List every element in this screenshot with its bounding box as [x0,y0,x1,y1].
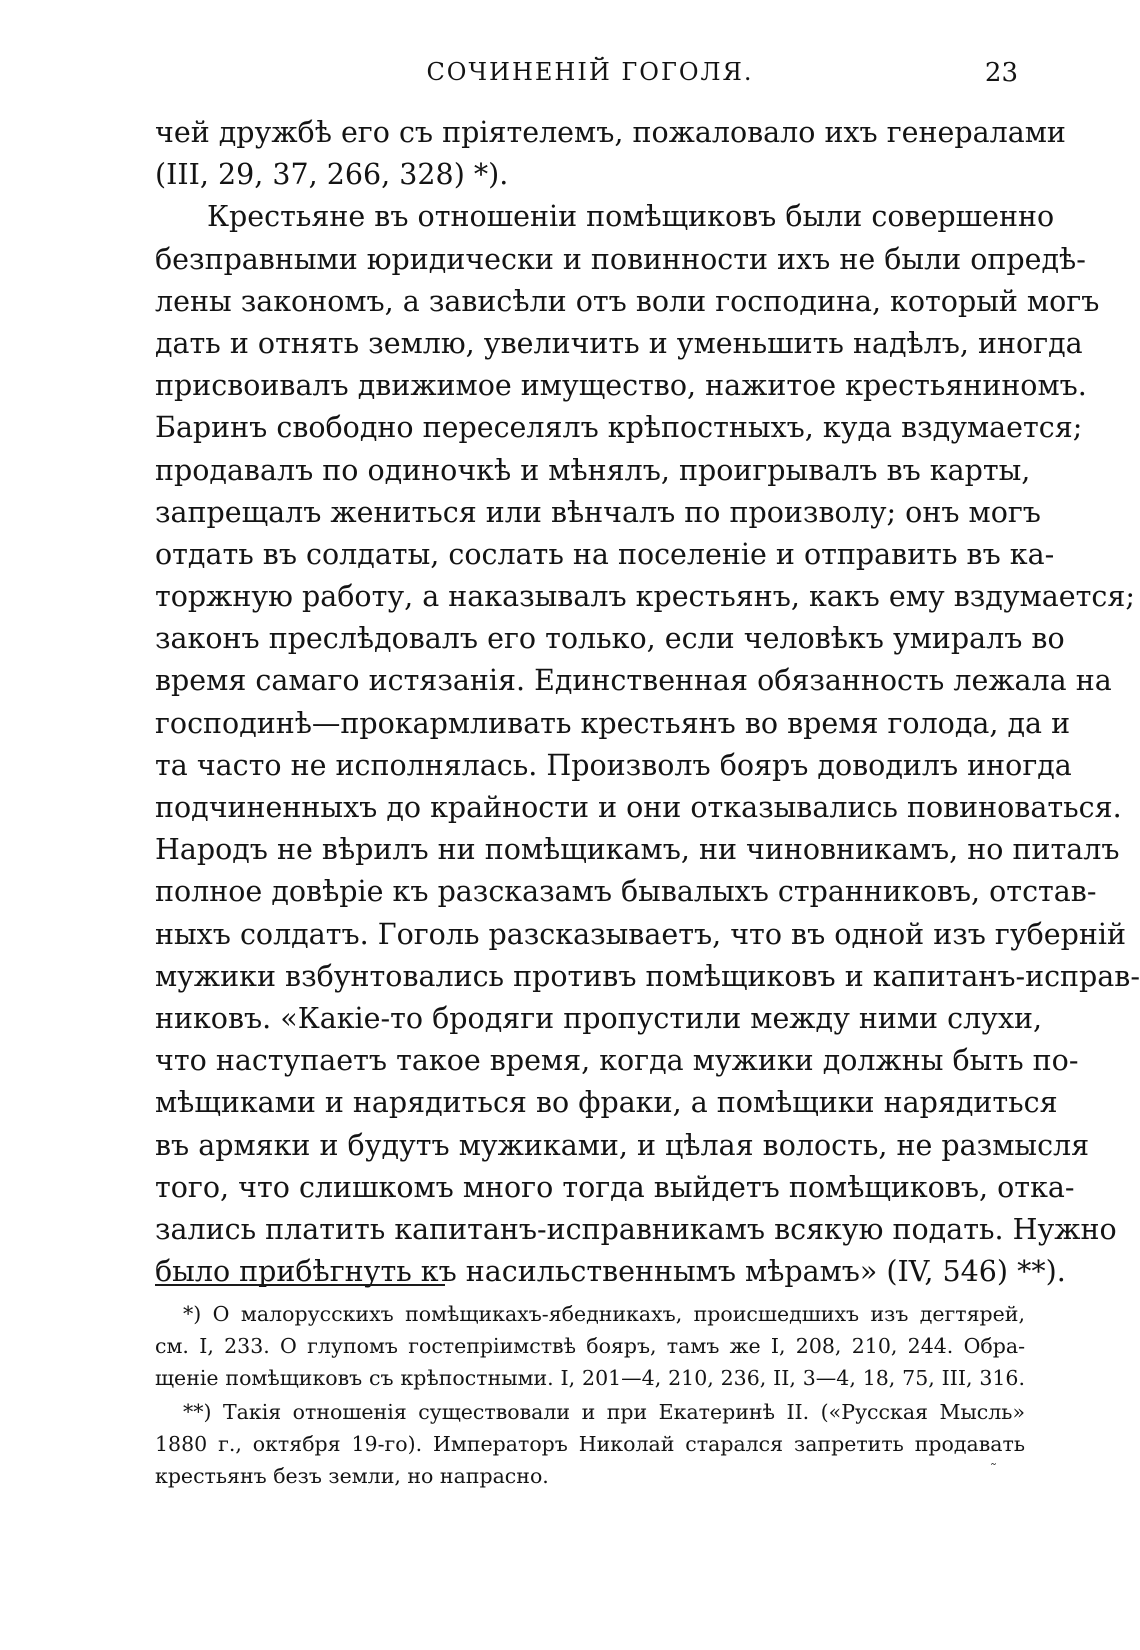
text-line: законъ преслѣдовалъ его только, если человѣкъ умиралъ во [155,622,1065,656]
footnote-rule [155,1284,445,1286]
text-line: торжную работу, а наказывалъ крестьянъ, какъ ему вздумается; [155,580,1135,614]
text-line: продавалъ по одиночкѣ и мѣнялъ, проигрывалъ въ карты, [155,453,1031,487]
text-line: ныхъ солдатъ. Гоголь разсказываетъ, что въ одной изъ губерній [155,917,1127,951]
footnote-line: щеніе помѣщиковъ съ крѣпостными. I, 201—4, 210, 236, II, 3—4, 18, 75, III, 316. [155,1366,1025,1390]
text-line: было прибѣгнуть къ насильственнымъ мѣрамъ» (IV, 546) **). [155,1255,1066,1289]
text-line: въ армяки и будутъ мужиками, и цѣлая волость, не размысля [155,1128,1090,1162]
footnote-line: крестьянъ безъ земли, но напрасно. [155,1464,549,1488]
text-line: лены закономъ, а зависѣли отъ воли господина, который могъ [155,284,1100,318]
text-line: полное довѣріе къ разсказамъ бывалыхъ странниковъ, отстав- [155,875,1097,909]
footnote-line: 1880 г., октября 19-го). Императоръ Николай старался запретить продавать [155,1432,1025,1456]
text-line: безправными юридически и повинности ихъ не были опредѣ- [155,242,1086,276]
text-line: мѣщиками и нарядиться во фраки, а помѣщики нарядиться [155,1086,1058,1120]
footnotes [155,1298,1025,1492]
text-line: Народъ не вѣрилъ ни помѣщикамъ, ни чиновникамъ, но питалъ [155,833,1120,867]
text-line: время самаго истязанія. Единственная обязанность лежала на [155,664,1112,698]
footnote-line: **) Такія отношенія существовали и при Екатеринѣ II. («Русская Мысль» [183,1400,1025,1424]
text-line: чей дружбѣ его съ пріятелемъ, пожаловало ихъ генералами [155,116,1066,149]
text-line: мужики взбунтовались противъ помѣщиковъ и капитанъ-исправ- [155,959,1140,993]
text-line: того, что слишкомъ много тогда выйдетъ помѣщиковъ, отка- [155,1170,1075,1204]
page-number: 23 [984,58,1018,88]
text-line: та часто не исполнялась. Произволъ бояръ доводилъ иногда [155,748,1072,782]
text-line: зались платить капитанъ-исправникамъ всякую подать. Нужно [155,1212,1117,1246]
text-line: запрещалъ жениться или вѣнчалъ по произволу; онъ могъ [155,495,1041,529]
body-text [155,112,1140,1293]
text-line: присвоивалъ движимое имущество, нажитое крестьяниномъ. [155,369,1087,403]
running-title: СОЧИНЕНІЙ ГОГОЛЯ. [426,58,754,86]
footnote-line: см. I, 233. О глупомъ гостепріимствѣ бояръ, тамъ же I, 208, 210, 244. Обра- [155,1334,1025,1358]
text-line: дать и отнять землю, увеличить и уменьшить надѣлъ, иногда [155,326,1083,360]
text-line: господинѣ—прокармливать крестьянъ во время голода, да и [155,706,1071,740]
text-line: Крестьяне въ отношеніи помѣщиковъ были совершенно [207,200,1055,234]
text-line: никовъ. «Какіе-то бродяги пропустили между ними слухи, [155,1001,1043,1035]
text-line: что наступаетъ такое время, когда мужики должны быть по- [155,1044,1079,1078]
running-head [150,58,1030,92]
ink-speck: ˜ [990,1462,997,1478]
text-line: подчиненныхъ до крайности и они отказывались повиноваться. [155,791,1122,824]
text-line: (III, 29, 37, 266, 328) *). [155,158,509,192]
text-line: Баринъ свободно переселялъ крѣпостныхъ, куда вздумается; [155,411,1083,445]
footnote-line: *) О малорусскихъ помѣщикахъ-ябедникахъ, происшедшихъ изъ дегтярей, [183,1302,1025,1326]
text-line: отдать въ солдаты, сослать на поселеніе и отправить въ ка- [155,537,1055,571]
